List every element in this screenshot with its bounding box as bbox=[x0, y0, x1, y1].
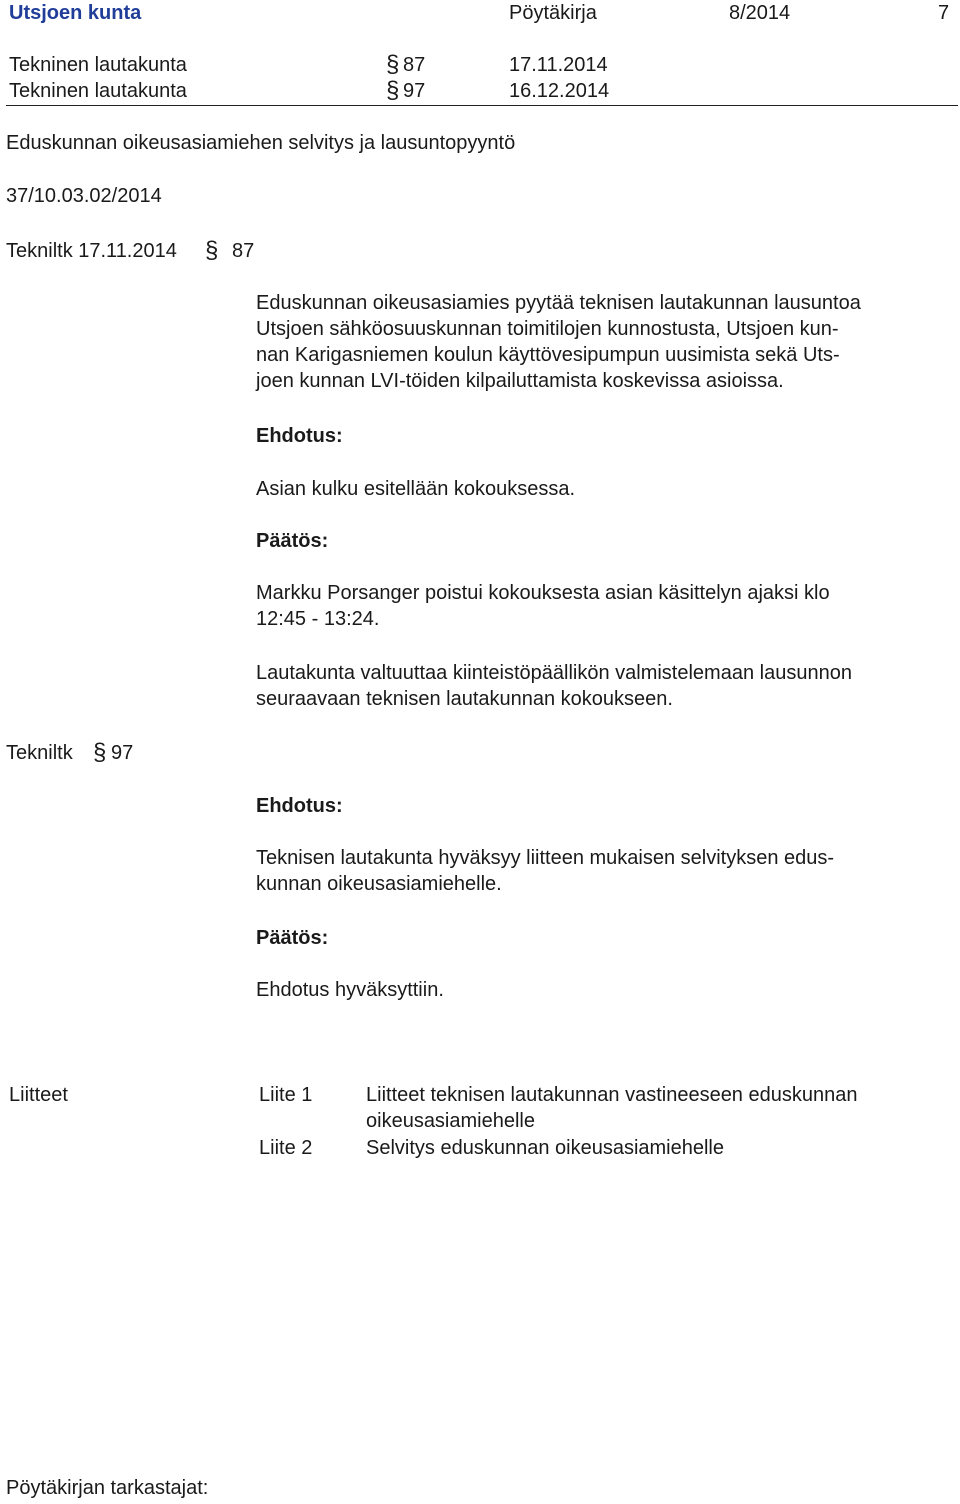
attachment-id: Liite 2 bbox=[259, 1137, 313, 1159]
item1-proposal-heading: Ehdotus: bbox=[256, 425, 343, 447]
attachment-title-line: oikeusasiamiehelle bbox=[366, 1110, 535, 1132]
document-type: Pöytäkirja bbox=[509, 2, 597, 24]
header-divider bbox=[6, 105, 958, 106]
item1-section: 87 bbox=[232, 240, 255, 262]
meeting-body-2: Tekninen lautakunta bbox=[9, 80, 187, 102]
section-sign-icon: § bbox=[93, 739, 107, 766]
item2-section: 97 bbox=[111, 742, 134, 764]
item1-decision-line: Lautakunta valtuuttaa kiinteistöpäällikön valmistelemaan lausunnon bbox=[256, 662, 852, 684]
item1-decision-line: 12:45 - 13:24. bbox=[256, 608, 380, 630]
meeting-date-2: 16.12.2014 bbox=[509, 80, 610, 102]
meeting-body-1: Tekninen lautakunta bbox=[9, 54, 187, 76]
item1-description-line: Utsjoen sähköosuuskunnan toimitilojen kunnostusta, Utsjoen kun- bbox=[256, 318, 839, 340]
meeting-date-1: 17.11.2014 bbox=[509, 54, 608, 76]
item1-description-line: Eduskunnan oikeusasiamies pyytää teknisen lautakunnan lausuntoa bbox=[256, 292, 861, 314]
item1-description-line: nan Karigasniemen koulun käyttövesipumpun uusimista sekä Uts- bbox=[256, 344, 840, 366]
item1-decision-line: Markku Porsanger poistui kokouksesta asian käsittelyn ajaksi klo bbox=[256, 582, 830, 604]
matter-title: Eduskunnan oikeusasiamiehen selvitys ja lausuntopyyntö bbox=[6, 132, 516, 154]
item2-proposal-line: Teknisen lautakunta hyväksyy liitteen mukaisen selvityksen edus- bbox=[256, 847, 835, 869]
item1-decision-line: seuraavaan teknisen lautakunnan kokoukseen. bbox=[256, 688, 673, 710]
item1-description-line: joen kunnan LVI-töiden kilpailuttamista koskevissa asioissa. bbox=[256, 370, 784, 392]
page-number: 7 bbox=[938, 2, 950, 24]
attachments-label: Liitteet bbox=[9, 1084, 68, 1106]
attachment-title-line: Liitteet teknisen lautakunnan vastineeseen eduskunnan bbox=[366, 1084, 858, 1106]
document-number: 8/2014 bbox=[729, 2, 791, 24]
item2-label: Tekniltk bbox=[6, 742, 73, 764]
attachment-title-line: Selvitys eduskunnan oikeusasiamiehelle bbox=[366, 1137, 724, 1159]
item2-decision: Ehdotus hyväksyttiin. bbox=[256, 979, 444, 1001]
matter-reference: 37/10.03.02/2014 bbox=[6, 185, 162, 207]
item2-proposal-line: kunnan oikeusasiamiehelle. bbox=[256, 873, 502, 895]
organization-name: Utsjoen kunta bbox=[9, 2, 142, 24]
attachment-id: Liite 1 bbox=[259, 1084, 313, 1106]
meeting-section-2: 97 bbox=[403, 80, 426, 102]
meeting-section-1: 87 bbox=[403, 54, 426, 76]
section-sign-icon: § bbox=[205, 237, 219, 264]
item1-label: Tekniltk 17.11.2014 bbox=[6, 240, 177, 262]
reviewers-label: Pöytäkirjan tarkastajat: bbox=[6, 1477, 209, 1499]
item1-proposal: Asian kulku esitellään kokouksessa. bbox=[256, 478, 576, 500]
item2-decision-heading: Päätös: bbox=[256, 927, 329, 949]
section-sign-icon: § bbox=[386, 51, 400, 78]
item1-decision-heading: Päätös: bbox=[256, 530, 329, 552]
section-sign-icon: § bbox=[386, 77, 400, 104]
item2-proposal-heading: Ehdotus: bbox=[256, 795, 343, 817]
